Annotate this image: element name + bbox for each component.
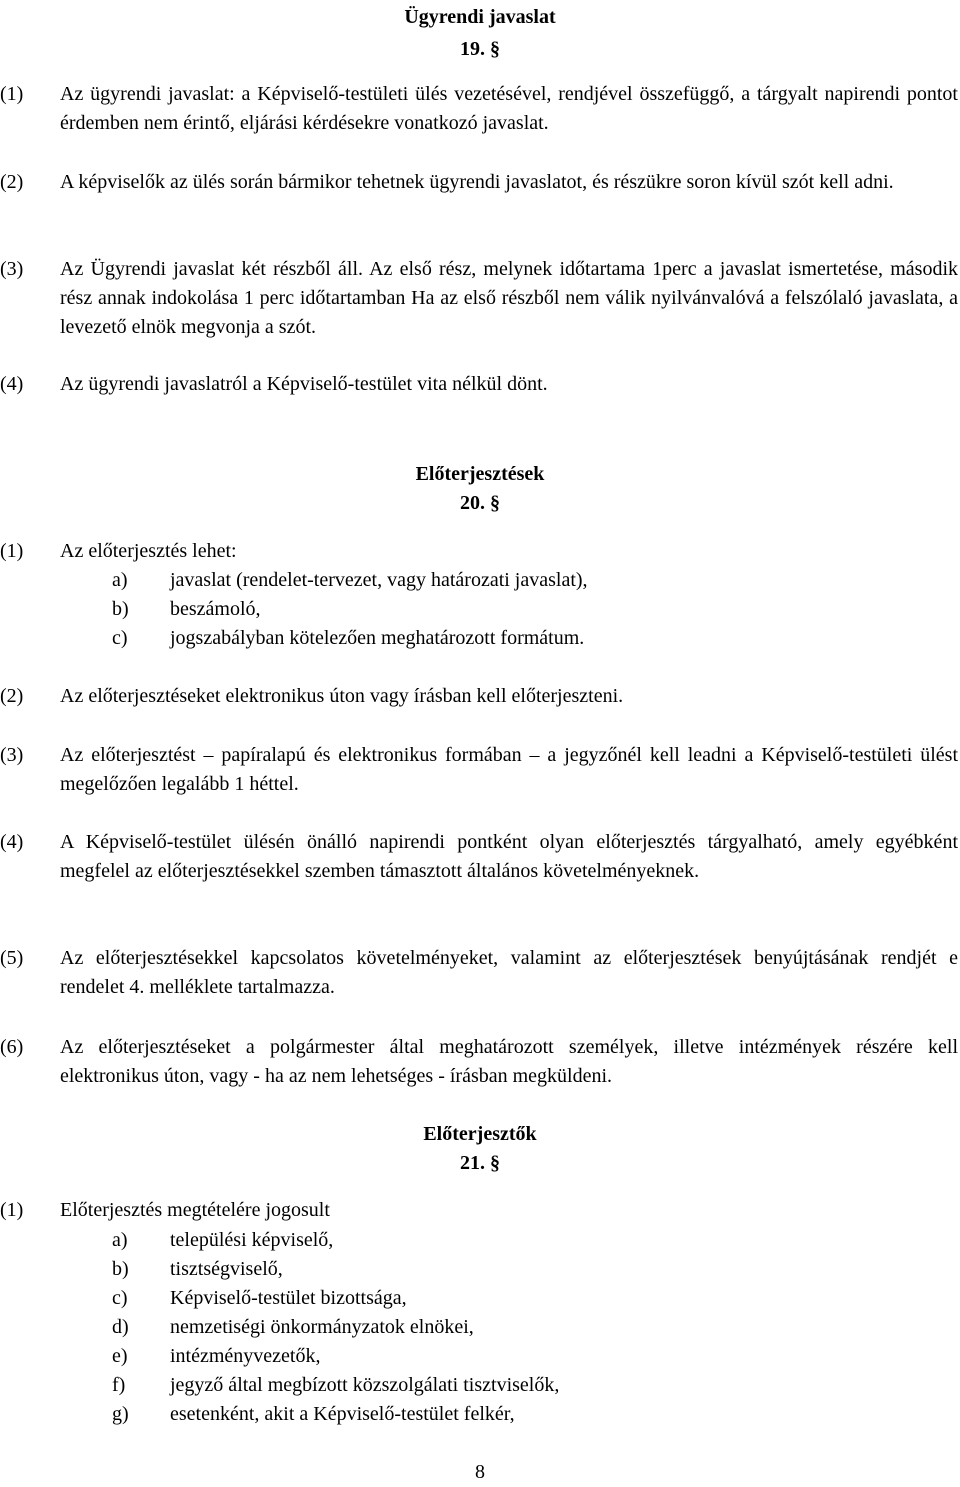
list-item [112, 1284, 407, 1313]
list-item [112, 1255, 283, 1284]
page-number: 8 [475, 1461, 485, 1483]
paragraph-number: (4) [0, 831, 24, 853]
list-text: esetenként, akit a Képviselő-testület felkér, [170, 1403, 515, 1425]
list-text: intézményvezetők, [170, 1345, 321, 1367]
list-letter: a) [112, 1229, 128, 1251]
paragraph [0, 168, 958, 197]
list-text: javaslat (rendelet-tervezet, vagy határozati javaslat), [170, 569, 588, 591]
section-heading: Ügyrendi javaslat [404, 6, 556, 28]
paragraph [0, 370, 958, 399]
list-text: nemzetiségi önkormányzatok elnökei, [170, 1316, 474, 1338]
paragraph [0, 80, 958, 138]
list-text: jogszabályban kötelezően meghatározott formátum. [170, 627, 585, 649]
paragraph-number: (3) [0, 744, 24, 766]
paragraph-text: Az előterjesztés lehet: [60, 540, 237, 562]
list-letter: d) [112, 1316, 129, 1338]
list-item [112, 566, 588, 595]
paragraph-number: (3) [0, 258, 24, 280]
list-text: jegyző által megbízott közszolgálati tisztviselők, [170, 1374, 560, 1396]
list-text: beszámoló, [170, 598, 261, 620]
paragraph-number: (1) [0, 1199, 24, 1221]
section-number: 21. § [460, 1152, 500, 1174]
list-item [112, 1313, 474, 1342]
paragraph-text: Az Ügyrendi javaslat két részből áll. Az első rész, melynek időtartama 1perc a javaslat ismertetése, második rész annak indokolása 1 perc időtartamban Ha az első részből nem válik nyilvánvalóvá a felszólaló javaslata, a levezető elnök megvonja a szót. [60, 258, 958, 338]
list-letter: b) [112, 598, 129, 620]
list-letter: a) [112, 569, 128, 591]
paragraph-text: A képviselők az ülés során bármikor tehetnek ügyrendi javaslatot, és részükre soron kívül szót kell adni. [60, 171, 894, 193]
list-item [112, 1226, 333, 1255]
section-title [0, 3, 960, 64]
paragraph [0, 1033, 958, 1091]
list-text: tisztségviselő, [170, 1258, 283, 1280]
paragraph-text: Az előterjesztéseket elektronikus úton vagy írásban kell előterjeszteni. [60, 685, 624, 707]
paragraph [0, 828, 958, 886]
list-letter: c) [112, 1287, 128, 1309]
list-letter: g) [112, 1403, 129, 1425]
paragraph [0, 255, 958, 342]
section-title [0, 460, 960, 518]
paragraph-number: (1) [0, 83, 24, 105]
paragraph [0, 537, 958, 566]
list-letter: b) [112, 1258, 129, 1280]
list-letter: e) [112, 1345, 128, 1367]
section-number: 20. § [460, 492, 500, 514]
paragraph-number: (4) [0, 373, 24, 395]
list-item [112, 1400, 515, 1429]
list-item [112, 595, 261, 624]
paragraph-number: (1) [0, 540, 24, 562]
paragraph [0, 682, 958, 711]
paragraph-text: Előterjesztés megtételére jogosult [60, 1199, 330, 1221]
paragraph [0, 944, 958, 1002]
paragraph-text: Az előterjesztésekkel kapcsolatos követelményeket, valamint az előterjesztések benyújtásának rendjét e rendelet 4. melléklete tartalmazza. [60, 947, 958, 998]
list-letter: c) [112, 627, 128, 649]
paragraph-number: (2) [0, 685, 24, 707]
paragraph-text: Az ügyrendi javaslat: a Képviselő-testületi ülés vezetésével, rendjével összefüggő, a tárgyalt napirendi pontot érdemben nem érintő, eljárási kérdésekre vonatkozó javaslat. [60, 83, 958, 134]
paragraph-number: (5) [0, 947, 24, 969]
list-item [112, 1371, 559, 1400]
list-text: Képviselő-testület bizottsága, [170, 1287, 407, 1309]
paragraph [0, 741, 958, 799]
list-text: települési képviselő, [170, 1229, 334, 1251]
paragraph-text: Az előterjesztéseket a polgármester által meghatározott személyek, illetve intézmények részére kell elektronikus úton, vagy - ha az nem lehetséges - írásban megküldeni. [60, 1036, 958, 1087]
section-heading: Előterjesztők [423, 1123, 537, 1145]
paragraph [0, 1196, 958, 1225]
section-heading: Előterjesztések [415, 463, 545, 485]
section-title [0, 1120, 960, 1178]
section-number: 19. § [460, 38, 500, 60]
list-item [112, 1342, 321, 1371]
paragraph-text: Az előterjesztést – papíralapú és elektronikus formában – a jegyzőnél kell leadni a Képviselő-testületi ülést megelőzően legalább 1 héttel. [60, 744, 958, 795]
paragraph-text: Az ügyrendi javaslatról a Képviselő-testület vita nélkül dönt. [60, 373, 548, 395]
paragraph-text: A Képviselő-testület ülésén önálló napirendi pontként olyan előterjesztés tárgyalható, amely egyébként megfelel az előterjesztésekkel szemben támasztott általános követelményeknek. [60, 831, 958, 882]
paragraph-number: (2) [0, 171, 24, 193]
paragraph-number: (6) [0, 1036, 24, 1058]
list-item [112, 624, 584, 653]
list-letter: f) [112, 1374, 126, 1396]
